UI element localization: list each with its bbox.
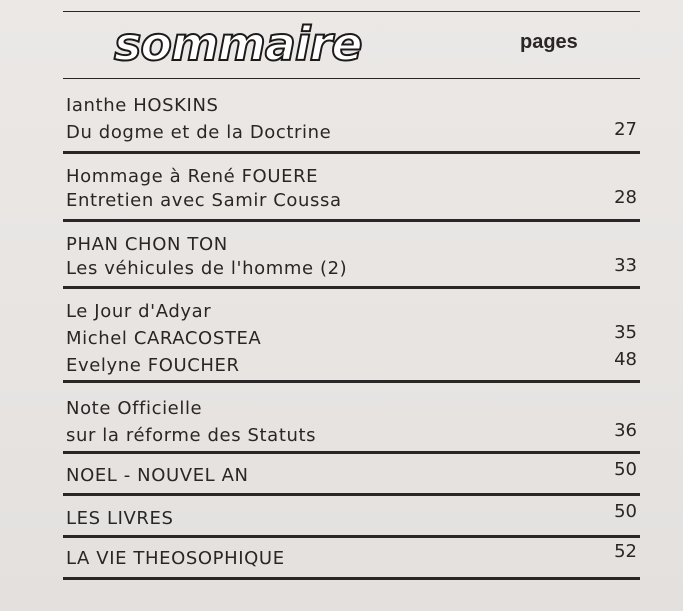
toc-page-number: 52 bbox=[614, 541, 637, 562]
toc-entry-line: NOEL - NOUVEL AN bbox=[66, 465, 249, 486]
toc-page-number: 36 bbox=[614, 420, 637, 441]
pages-column-label: pages bbox=[520, 31, 578, 53]
toc-entry-line: sur la réforme des Statuts bbox=[66, 425, 317, 446]
header-bottom-rule bbox=[63, 78, 640, 79]
toc-entry-line: Ianthe HOSKINS bbox=[66, 95, 219, 116]
toc-page-number: 35 bbox=[614, 322, 637, 343]
toc-entry-line: Les véhicules de l'homme (2) bbox=[66, 258, 348, 279]
entry-divider bbox=[63, 451, 640, 454]
entry-divider bbox=[63, 151, 640, 154]
toc-entry-line: Du dogme et de la Doctrine bbox=[66, 122, 332, 143]
entry-divider bbox=[63, 577, 640, 580]
toc-page-number: 50 bbox=[614, 501, 637, 522]
header-top-rule bbox=[63, 11, 640, 12]
entry-divider bbox=[63, 493, 640, 496]
entry-divider bbox=[63, 219, 640, 222]
toc-entry-line: Le Jour d'Adyar bbox=[66, 301, 212, 322]
entry-divider bbox=[63, 286, 640, 289]
toc-page-number: 27 bbox=[614, 119, 637, 140]
toc-entry-line: Hommage à René FOUERE bbox=[66, 166, 319, 187]
entry-divider bbox=[63, 380, 640, 383]
toc-entry-line: Michel CARACOSTEA bbox=[66, 328, 262, 349]
toc-entry-line: PHAN CHON TON bbox=[66, 234, 228, 255]
toc-entry-line: Note Officielle bbox=[66, 398, 203, 419]
toc-page-number: 48 bbox=[614, 349, 637, 370]
entry-divider bbox=[63, 535, 640, 538]
page-title: sommaire bbox=[114, 17, 362, 71]
toc-page-number: 50 bbox=[614, 459, 637, 480]
toc-entry-line: Evelyne FOUCHER bbox=[66, 355, 240, 376]
toc-page-number: 28 bbox=[614, 187, 637, 208]
toc-page-number: 33 bbox=[614, 255, 637, 276]
toc-entry-line: LES LIVRES bbox=[66, 508, 174, 529]
toc-entry-line: Entretien avec Samir Coussa bbox=[66, 190, 342, 211]
toc-entry-line: LA VIE THEOSOPHIQUE bbox=[66, 548, 285, 569]
